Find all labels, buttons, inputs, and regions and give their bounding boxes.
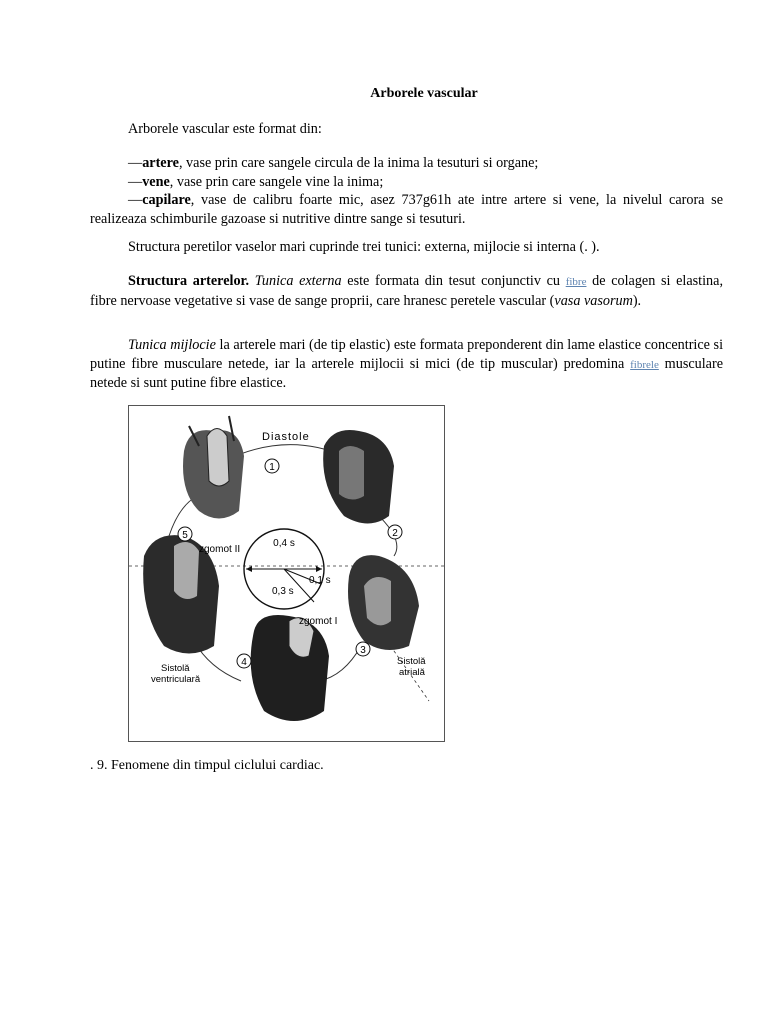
- diastole-label: Diastole: [262, 431, 310, 443]
- intro-text: [90, 120, 723, 139]
- heart-2: [323, 430, 394, 524]
- zgomot-ii-label: zgomot II: [199, 544, 241, 555]
- time-label: 0,4 s: [273, 538, 295, 549]
- list-term: capilare: [142, 192, 191, 208]
- cardiac-cycle-diagram: [129, 406, 444, 741]
- ventricular-systole-label: Sistolă: [161, 663, 190, 674]
- italic-term: Tunica mijlocie: [128, 337, 216, 353]
- italic-term: vasa vasorum: [554, 292, 633, 309]
- list-text: , vase prin care sangele vine la inima;: [169, 173, 384, 190]
- arteries-text: [90, 272, 723, 310]
- list-term: vene: [142, 173, 170, 190]
- list-dash: —: [128, 155, 143, 171]
- cardiac-cycle-figure: [128, 405, 445, 742]
- list-text: , vase prin care sangele circula de la inima la tesuturi si organe;: [178, 155, 539, 171]
- structure-text: [90, 238, 723, 257]
- fibrele-link[interactable]: fibrele: [630, 358, 659, 371]
- step-number: 4: [241, 657, 247, 668]
- intro-paragraph: Arborele vascular este format din:: [128, 121, 322, 137]
- heart-3: [348, 555, 419, 650]
- fibre-link[interactable]: fibre: [565, 276, 587, 288]
- list-dash: —: [128, 173, 143, 190]
- arteries-paragraph: [90, 272, 723, 310]
- time-label: 0,1 s: [309, 575, 331, 586]
- body-text: de colagen si elastina, fibre nervoase vegetative si vase de sange proprii, care hranesc peretele vascular (: [90, 273, 723, 309]
- figure-caption: . 9. Fenomene din timpul ciclului cardiac.: [90, 758, 324, 773]
- list-item: [90, 173, 723, 192]
- step-number: 2: [392, 528, 398, 539]
- list-term: artere: [142, 155, 179, 171]
- list-text: , vase de calibru foarte mic, asez 737g61h ate intre artere si vene, la nivelul carora se realizeaza schimburile gazoase si nutritive dintre sange si tesuturi.: [90, 192, 723, 227]
- step-number: 5: [182, 530, 188, 541]
- body-text: ).: [632, 292, 642, 309]
- italic-term: Tunica externa: [254, 273, 342, 289]
- structure-paragraph: Structura peretilor vaselor mari cuprinde trei tunici: externa, mijlocie si interna (. ).: [128, 239, 600, 255]
- atrial-systole-label: Sistolă: [397, 656, 426, 667]
- time-label: 0,3 s: [272, 586, 294, 597]
- step-number: 1: [269, 462, 275, 473]
- ventricular-systole-label: ventriculară: [151, 674, 201, 685]
- media-paragraph: [90, 336, 723, 393]
- list-item: [90, 191, 723, 228]
- body-text: musculare netede si sunt putine fibre elastice.: [90, 355, 723, 391]
- page-title: Arborele vascular: [370, 86, 478, 101]
- body-text: la arterele mari (de tip elastic) este formata preponderent din lame elastice concentrice si putine fibre musculare netede, iar la arterele mijlocii si mici (de tip muscular) predomina: [90, 337, 724, 372]
- list-item: [90, 154, 723, 173]
- step-number: 3: [360, 645, 366, 656]
- section-heading: Structura arterelor.: [128, 273, 250, 289]
- heart-4: [251, 615, 329, 721]
- vessel-list: [90, 154, 723, 228]
- zgomot-i-label: zgomot I: [299, 616, 338, 627]
- list-dash: —: [128, 192, 143, 208]
- heart-1: [183, 416, 244, 519]
- body-text: este formata din tesut conjunctiv cu: [341, 273, 566, 289]
- media-text: [90, 336, 723, 393]
- atrial-systole-label: atrială: [399, 667, 425, 678]
